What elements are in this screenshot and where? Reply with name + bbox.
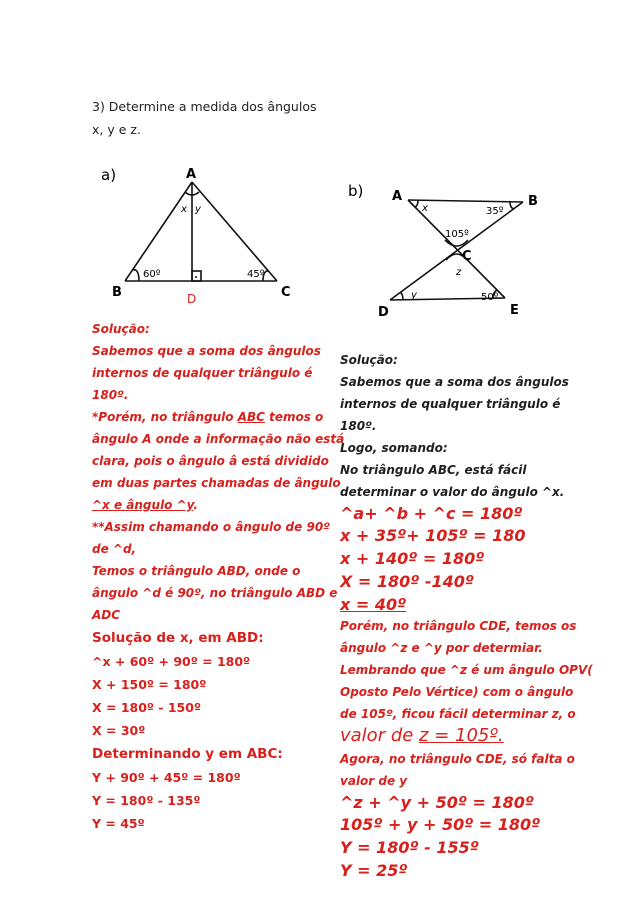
right-line-14: ângulo ^z e ^y por determiar. xyxy=(340,641,543,655)
right-line-20: valor de y xyxy=(340,774,408,788)
side-ab xyxy=(408,200,523,202)
right-line-21: ^z + ^y + 50º = 180º xyxy=(340,793,534,812)
left-line-4: 180º. xyxy=(92,388,129,402)
left-line-9-a: ^x e ângulo ^y xyxy=(92,498,194,512)
left-line-2: Sabemos que a soma dos ângulos xyxy=(92,344,321,358)
right-line-16: Oposto Pelo Vértice) com o ângulo xyxy=(340,685,574,699)
left-line-11: de ^d, xyxy=(92,542,137,556)
right-line-1: Solução: xyxy=(340,353,398,367)
left-line-19: X = 30º xyxy=(92,723,146,738)
right-line-13: Porém, no triângulo CDE, temos os xyxy=(340,619,577,633)
right-line-10: x + 140º = 180º xyxy=(340,549,485,568)
left-line-22: Y = 180º - 135º xyxy=(92,793,201,808)
right-line-7: determinar o valor do ângulo ^x. xyxy=(340,485,565,499)
left-line-20: Determinando y em ABC: xyxy=(92,746,283,762)
angle-e-value: 50º xyxy=(481,292,499,303)
left-line-3: internos de qualquer triângulo é xyxy=(92,366,313,380)
right-line-19: Agora, no triângulo CDE, só falta o xyxy=(340,752,575,766)
left-line-16: ^x + 60º + 90º = 180º xyxy=(92,654,251,669)
left-line-5-c: temos o xyxy=(264,410,324,424)
left-line-17: X + 150º = 180º xyxy=(92,677,207,692)
vertex-e: E xyxy=(510,303,519,318)
right-line-3: internos de qualquer triângulo é xyxy=(340,397,561,411)
vertex-c: C xyxy=(462,249,472,264)
right-line-5: Logo, somando: xyxy=(340,441,448,455)
question-line-1: 3) Determine a medida dos ângulos xyxy=(92,99,317,114)
left-line-6: ângulo A onde a informação não está xyxy=(92,432,345,446)
left-line-15: Solução de x, em ABD: xyxy=(92,630,264,646)
angle-b-value: 35º xyxy=(486,206,504,217)
side-ac xyxy=(192,182,277,281)
left-line-23: Y = 45º xyxy=(92,816,145,831)
figure-a-triangle xyxy=(95,160,305,300)
question-line-2: x, y e z. xyxy=(92,122,141,137)
label-b-fig: b) xyxy=(348,182,364,200)
right-line-18 xyxy=(340,725,504,746)
angle-x-label: x xyxy=(422,203,428,214)
left-line-13: ângulo ^d é 90º, no triângulo ABD e xyxy=(92,586,338,600)
question-text xyxy=(92,95,322,141)
right-line-4: 180º. xyxy=(340,419,377,433)
right-line-23: Y = 180º - 155º xyxy=(340,838,479,857)
angle-arc-a xyxy=(415,200,418,207)
vertex-d: D xyxy=(378,305,389,320)
angle-y-label: y xyxy=(411,290,417,301)
right-line-18-a: valor de xyxy=(340,725,420,746)
angle-arc-b xyxy=(510,202,514,209)
right-line-17: de 105º, ficou fácil determinar z, o xyxy=(340,707,576,721)
right-line-18-b: z = 105º. xyxy=(419,725,504,746)
left-line-1: Solução: xyxy=(92,322,150,336)
right-line-8: ^a+ ^b + ^c = 180º xyxy=(340,504,523,523)
right-line-24: Y = 25º xyxy=(340,861,408,880)
left-line-5-a: *Porém, no triângulo xyxy=(92,410,238,424)
angle-x-label: x xyxy=(181,204,187,215)
left-line-21: Y + 90º + 45º = 180º xyxy=(92,770,241,785)
angle-y-label: y xyxy=(195,204,201,215)
left-line-18: X = 180º - 150º xyxy=(92,700,201,715)
vertex-d-label: D xyxy=(187,292,197,306)
left-line-9-b: . xyxy=(193,498,198,512)
right-line-22: 105º + y + 50º = 180º xyxy=(340,815,541,834)
right-line-15: Lembrando que ^z é um ângulo OPV( xyxy=(340,663,593,677)
left-line-10: **Assim chamando o ângulo de 90º xyxy=(92,520,330,534)
right-line-2: Sabemos que a soma dos ângulos xyxy=(340,375,569,389)
side-ab xyxy=(125,182,192,281)
angle-arc-d xyxy=(400,292,403,300)
vertex-c: C xyxy=(281,285,291,300)
label-a-fig: a) xyxy=(101,166,117,184)
right-line-6: No triângulo ABC, está fácil xyxy=(340,463,527,477)
vertex-a: A xyxy=(186,167,197,182)
right-line-9: x + 35º+ 105º = 180 xyxy=(340,526,526,545)
vertex-a: A xyxy=(392,189,403,204)
left-line-5 xyxy=(92,410,323,424)
angle-arc-b xyxy=(132,270,139,281)
angle-c-value: 105º xyxy=(445,229,469,240)
left-line-5-abc: ABC xyxy=(237,410,265,424)
left-line-14: ADC xyxy=(92,608,121,622)
vertex-b: B xyxy=(528,194,538,209)
angle-z-label: z xyxy=(456,267,462,278)
left-line-9 xyxy=(92,498,198,512)
figure-b-triangles xyxy=(340,180,570,320)
left-line-7: clara, pois o ângulo â está dividido xyxy=(92,454,329,468)
left-line-12: Temos o triângulo ABD, onde o xyxy=(92,564,301,578)
angle-c-value: 45º xyxy=(247,269,265,280)
vertex-b: B xyxy=(112,285,122,300)
right-line-12: x = 40º xyxy=(340,595,407,614)
left-line-8: em duas partes chamadas de ângulo xyxy=(92,476,341,490)
right-line-11: X = 180º -140º xyxy=(340,572,474,591)
angle-b-value: 60º xyxy=(143,269,161,280)
right-angle-mark xyxy=(192,271,201,281)
